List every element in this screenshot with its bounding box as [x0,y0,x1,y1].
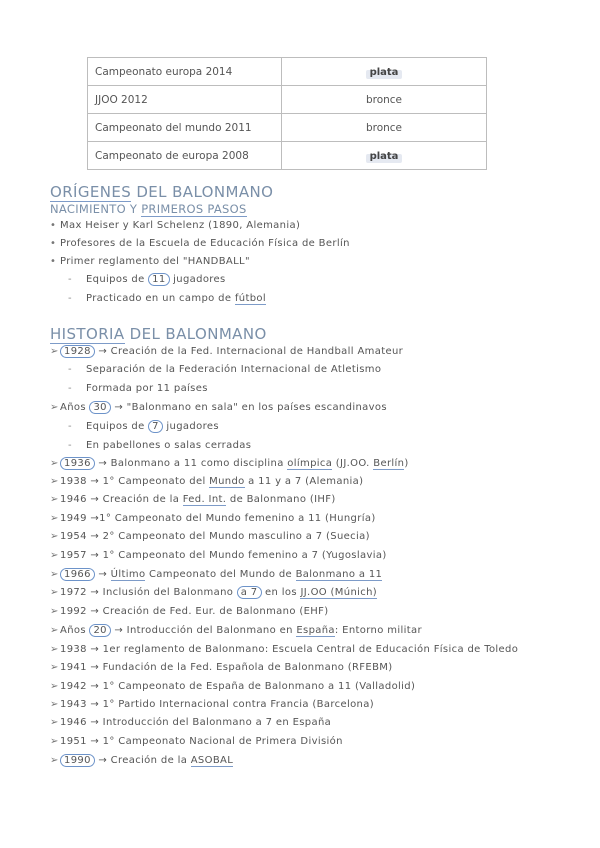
table-cell-result: bronce [282,86,487,114]
timeline-row [50,717,331,728]
timeline-row [50,494,336,505]
timeline-row [50,458,409,469]
result-label: plata [369,66,399,78]
circled-number: 7 [148,420,163,433]
timeline-row [50,476,363,487]
arrow-icon: → [90,736,100,747]
circled-number: 11 [148,273,169,286]
table-cell-event: JJOO 2012 [88,86,282,114]
table-cell-event: Campeonato del mundo 2011 [88,114,282,142]
timeline-row [50,606,328,617]
year: 1941 [60,662,87,673]
arrow-icon: → [90,531,100,542]
dash-icon: - [68,293,72,304]
text: de Balonmano (IHF) [226,494,336,505]
arrowhead-bullet-icon: ➢ [50,346,59,357]
timeline-row [50,513,376,524]
sub-list-item [68,274,226,285]
year: 1954 [60,531,87,542]
underlined-text: Balonmano a 11 [295,569,383,580]
year: 1943 [60,699,87,710]
medals-table [87,57,487,170]
year: 1949 [60,513,87,524]
year: 1938 [60,644,87,655]
dash-icon: - [68,364,72,375]
arrow-icon: → [90,681,100,692]
year: 1966 [60,568,95,581]
subtitle-start: NACIMIENTO Y [50,202,142,216]
arrowhead-bullet-icon: ➢ [50,569,59,580]
sub-list-item [68,364,381,375]
text: Creación de Fed. Eur. de Balonmano (EHF) [99,606,329,617]
timeline-row [50,402,387,413]
result-label: plata [369,150,399,162]
text: 1° Campeonato Nacional de Primera División [99,736,343,747]
year: 1972 [60,587,87,598]
year: 1946 [60,717,87,728]
bullet-icon: • [50,256,57,267]
text: Creación de la [107,755,191,766]
timeline-row [50,699,374,710]
text: (JJ.OO. [332,458,374,469]
dash-icon: - [68,440,72,451]
title-rest: DEL BALONMANO [131,183,274,201]
year: 20 [89,624,110,637]
text: "Balonmano en sala" en los países escandinavos [123,402,387,413]
text: 1° Campeonato del Mundo femenino a 11 (Hungría) [99,513,376,524]
circled-text: a 7 [237,586,262,599]
text: Separación de la Federación Internacional de Atletismo [86,364,382,375]
arrowhead-bullet-icon: ➢ [50,717,59,728]
table-cell-event: Campeonato de europa 2008 [88,142,282,170]
underlined-text: España [296,625,335,636]
list-item-text: Primer reglamento del "HANDBALL" [60,256,250,267]
timeline-row [50,346,403,357]
arrowhead-bullet-icon: ➢ [50,699,59,710]
arrow-icon: → [90,644,100,655]
year: 1936 [60,457,95,470]
section-title-origenes [50,183,273,201]
text: Fundación de la Fed. Española de Balonmano (RFEBM) [99,662,393,673]
arrowhead-bullet-icon: ➢ [50,513,59,524]
timeline-row [50,625,422,636]
dash-icon: - [68,383,72,394]
year: 1957 [60,550,87,561]
arrowhead-bullet-icon: ➢ [50,625,59,636]
text: Introducción del Balonmano a 7 en España [99,717,332,728]
table-cell-result [282,58,487,86]
subtitle-highlight: PRIMEROS PASOS [141,202,247,216]
timeline-row [50,736,343,747]
arrowhead-bullet-icon: ➢ [50,736,59,747]
title-highlight: HISTORIA [50,325,125,343]
year: 1946 [60,494,87,505]
sub-list-item [68,383,208,394]
text: Balonmano a 11 como disciplina [107,458,288,469]
text: : Entorno militar [334,625,422,636]
arrowhead-bullet-icon: ➢ [50,494,59,505]
timeline-row [50,531,370,542]
text: 1° Campeonato del Mundo femenino a 7 (Yugoslavia) [99,550,387,561]
arrowhead-bullet-icon: ➢ [50,606,59,617]
arrow-icon: → [90,606,100,617]
list-item [50,238,350,249]
table-row [88,142,487,170]
arrowhead-bullet-icon: ➢ [50,681,59,692]
list-item-text: Profesores de la Escuela de Educación Física de Berlín [60,238,350,249]
text: Formada por 11 países [86,383,208,394]
arrow-icon: → [98,755,108,766]
arrowhead-bullet-icon: ➢ [50,644,59,655]
underlined-text: Último [110,569,146,580]
text: Creación de la [99,494,183,505]
text: 1° Partido Internacional contra Francia (Barcelona) [99,699,374,710]
arrowhead-bullet-icon: ➢ [50,476,59,487]
dash-icon: - [68,421,72,432]
arrow-icon: → [90,494,100,505]
arrow-icon: → [90,662,100,673]
underlined-text: olímpica [287,458,333,469]
year: 1992 [60,606,87,617]
underlined-text: JJ.OO (Múnich) [300,587,378,598]
arrowhead-bullet-icon: ➢ [50,402,59,413]
text: Campeonato del Mundo de [145,569,296,580]
year: 1951 [60,736,87,747]
text: 1° Campeonato del [99,476,210,487]
year: 1928 [60,345,95,358]
year: 1942 [60,681,87,692]
text: en los [261,587,301,598]
timeline-row [50,662,393,673]
list-item-text: Max Heiser y Karl Schelenz (1890, Alemania) [60,220,301,231]
underlined-text: Fed. Int. [182,494,227,505]
text: Introducción del Balonmano en [123,625,297,636]
arrowhead-bullet-icon: ➢ [50,662,59,673]
title-highlight: ORÍGENES [50,183,132,201]
text: jugadores [162,421,219,432]
text: 2° Campeonato del Mundo masculino a 7 (Suecia) [99,531,370,542]
section-subtitle [50,202,247,216]
text: Equipos de [86,274,149,285]
text: En pabellones o salas cerradas [86,440,252,451]
year: 1990 [60,754,95,767]
arrowhead-bullet-icon: ➢ [50,755,59,766]
timeline-row [50,587,377,598]
bullet-icon: • [50,220,57,231]
table-cell-result: bronce [282,114,487,142]
timeline-row [50,681,415,692]
timeline-row [50,569,382,580]
table-row [88,86,487,114]
arrowhead-bullet-icon: ➢ [50,531,59,542]
table-row [88,114,487,142]
text: jugadores [169,274,226,285]
arrow-icon: → [90,717,100,728]
sub-list-item [68,440,251,451]
section-title-historia [50,325,267,343]
arrow-icon: → [98,569,108,580]
arrow-icon: → [90,513,100,524]
title-rest: DEL BALONMANO [124,325,267,343]
text: Años [60,625,90,636]
table-row [88,58,487,86]
year: 30 [89,401,110,414]
arrow-icon: → [98,458,108,469]
text: 1° Campeonato de España de Balonmano a 11 (Valladolid) [99,681,416,692]
arrowhead-bullet-icon: ➢ [50,587,59,598]
list-item [50,220,300,231]
timeline-row [50,755,233,766]
text: ) [404,458,409,469]
arrow-icon: → [90,587,100,598]
timeline-row [50,644,518,655]
text: a 11 y a 7 (Alemania) [244,476,364,487]
underlined-text: fútbol [234,293,267,304]
text: 1er reglamento de Balonmano: Escuela Central de Educación Física de Toledo [99,644,519,655]
text: Creación de la Fed. Internacional de Handball Amateur [107,346,404,357]
timeline-row [50,550,387,561]
arrow-icon: → [90,476,100,487]
year: 1938 [60,476,87,487]
arrow-icon: → [114,625,124,636]
arrow-icon: → [90,699,100,710]
underlined-text: Mundo [209,476,245,487]
text: Inclusión del Balonmano [99,587,237,598]
arrow-icon: → [98,346,108,357]
table-cell-event: Campeonato europa 2014 [88,58,282,86]
dash-icon: - [68,274,72,285]
sub-list-item [68,421,219,432]
arrowhead-bullet-icon: ➢ [50,550,59,561]
arrowhead-bullet-icon: ➢ [50,458,59,469]
list-item [50,256,250,267]
arrow-icon: → [90,550,100,561]
arrow-icon: → [114,402,124,413]
underlined-text: ASOBAL [190,755,234,766]
table-cell-result [282,142,487,170]
bullet-icon: • [50,238,57,249]
text: Años [60,402,90,413]
sub-list-item [68,293,266,304]
underlined-text: Berlín [373,458,405,469]
text: Equipos de [86,421,149,432]
text: Practicado en un campo de [86,293,235,304]
